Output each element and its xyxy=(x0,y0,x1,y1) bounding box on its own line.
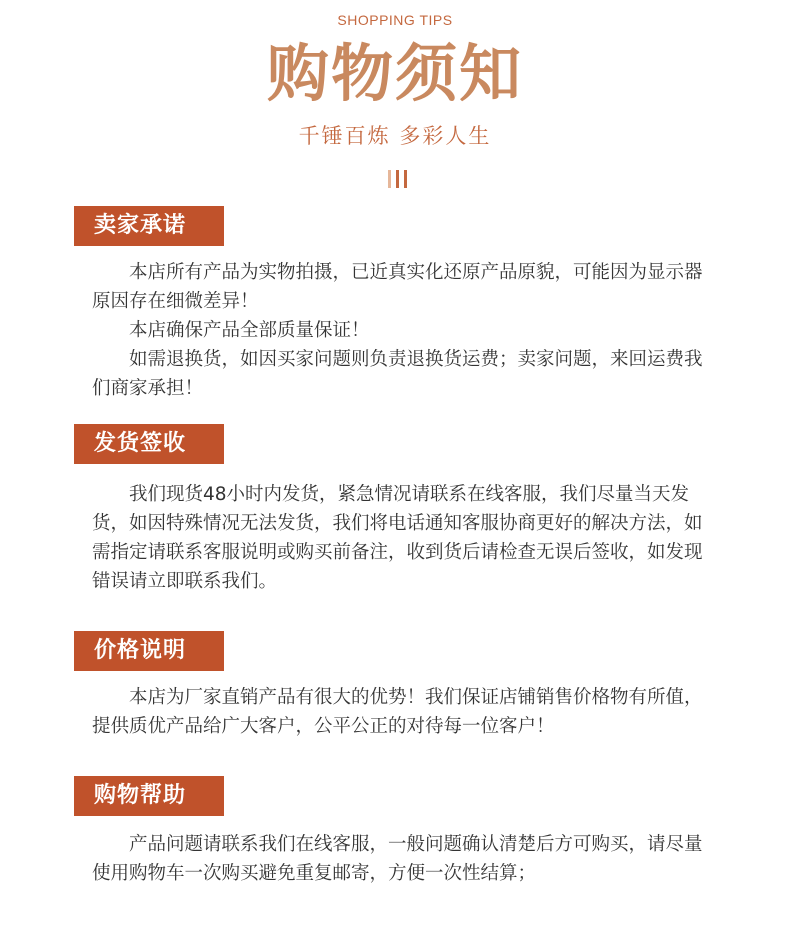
page-title: 购物须知 xyxy=(266,37,523,110)
page-subtitle: 千锤百炼 多彩人生 xyxy=(298,124,492,148)
paragraph: 本店为厂家直销产品有很大的优势！我们保证店铺销售价格物有所值，提供质优产品给广大客户，公平公正的对待每一位客户！ xyxy=(92,687,703,737)
section-heading: 卖家承诺 xyxy=(74,206,224,246)
paragraph: 本店所有产品为实物拍摄，已近真实化还原产品原貌，可能因为显示器原因存在细微差异！ xyxy=(92,262,703,312)
eyebrow-text: SHOPPING TIPS xyxy=(337,12,453,28)
paragraph: 产品问题请联系我们在线客服，一般问题确认清楚后方可购买，请尽量使用购物车一次购买避免重复邮寄，方便一次性结算； xyxy=(92,834,703,884)
paragraph: 我们现货48小时内发货，紧急情况请联系在线客服，我们尽量当天发货，如因特殊情况无法发货，我们将电话通知客服协商更好的解决方法，如需指定请联系客服说明或购买前备注，收到货后请检查无误后签收，如发现错误请立即联系我们。 xyxy=(92,484,703,592)
section-heading: 价格说明 xyxy=(74,631,224,671)
page-header xyxy=(0,0,790,200)
section-body xyxy=(92,830,712,888)
section-body xyxy=(92,683,712,741)
paragraph: 本店确保产品全部质量保证！ xyxy=(129,320,370,341)
divider-bars-icon xyxy=(386,170,412,190)
paragraph: 如需退换货，如因买家问题则负责退换货运费；卖家问题，来回运费我们商家承担！ xyxy=(92,349,703,399)
section-body xyxy=(92,480,712,596)
section-body xyxy=(92,258,712,403)
section-heading: 发货签收 xyxy=(74,424,224,464)
section-heading: 购物帮助 xyxy=(74,776,224,816)
